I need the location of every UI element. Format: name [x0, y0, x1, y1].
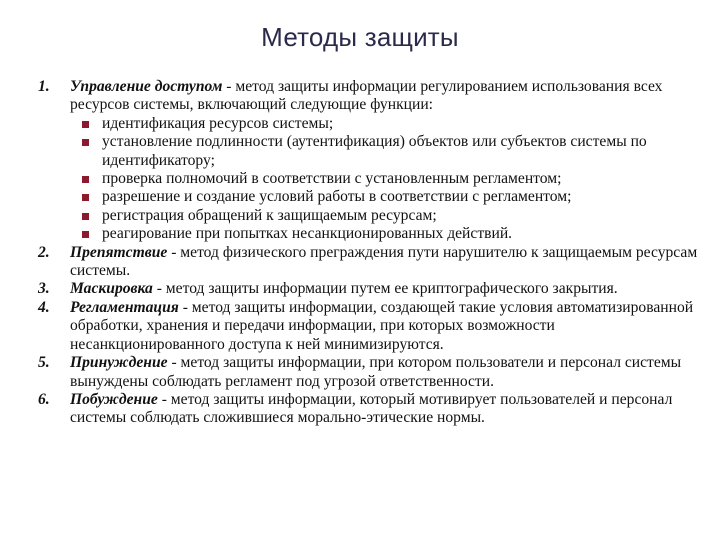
square-bullet-icon: [82, 231, 89, 238]
list-item: [70, 188, 710, 206]
method-item-coercion: [38, 354, 710, 391]
method-term: Препятствие: [70, 243, 168, 261]
item-number: 5.: [38, 354, 50, 372]
method-description: - метод физического преграждения пути нарушителю к защищаемым ресурсам системы.: [70, 243, 698, 280]
method-item-motivation: [38, 391, 710, 428]
square-bullet-icon: [82, 213, 89, 220]
method-term: Управление доступом: [70, 78, 223, 95]
slide-title: Методы защиты: [261, 22, 459, 52]
method-description: - метод защиты информации регулированием использования всех ресурсов системы, включающий следующие функции:: [70, 78, 663, 114]
list-item: [70, 170, 710, 188]
method-description: - метод защиты информации путем ее криптографического закрытия.: [152, 280, 618, 298]
method-item-regulation: [38, 299, 710, 354]
list-item: [70, 133, 710, 170]
method-description: - метод защиты информации, при котором пользователи и персонал системы вынуждены соблюдать регламент под угрозой ответственности.: [70, 354, 682, 390]
list-item: [70, 115, 710, 133]
method-item-obstacle: [38, 244, 710, 281]
list-item-text: проверка полномочий в соответствии с установленным регламентом;: [102, 170, 562, 188]
list-item-text: регистрация обращений к защищаемым ресурсам;: [102, 206, 437, 224]
list-item: [70, 207, 710, 225]
function-list: [70, 115, 710, 244]
method-term: Маскировка: [70, 280, 153, 298]
square-bullet-icon: [82, 194, 89, 201]
method-description: - метод защиты информации, создающей такие условия автоматизированной обработки, хранения и передачи информации, при которых возможности несанкционированного доступа к ней минимизируются.: [70, 298, 694, 353]
item-number: 6.: [38, 390, 50, 408]
list-item-text: идентификация ресурсов системы;: [102, 114, 334, 132]
item-number: 2.: [38, 243, 50, 261]
method-item-masking: [38, 280, 710, 298]
item-number: 3.: [38, 280, 50, 298]
list-item-text: установление подлинности (аутентификация) объектов или субъектов системы по идентификатору;: [102, 133, 647, 169]
square-bullet-icon: [82, 139, 89, 146]
square-bullet-icon: [82, 121, 89, 128]
item-number: 4.: [38, 298, 50, 316]
method-term: Принуждение: [70, 354, 168, 372]
item-number: 1.: [38, 78, 50, 95]
list-item: [70, 225, 710, 243]
method-description: - метод защиты информации, который мотивирует пользователей и персонал системы соблюдать сложившиеся морально-этические нормы.: [70, 390, 673, 427]
square-bullet-icon: [82, 176, 89, 183]
methods-list: [38, 78, 710, 428]
method-term: Побуждение: [70, 390, 158, 408]
list-item-text: разрешение и создание условий работы в соответствии с регламентом;: [102, 188, 572, 206]
list-item-text: реагирование при попытках несанкционированных действий.: [102, 225, 513, 243]
method-item-access-control: [38, 78, 710, 244]
method-term: Регламентация: [70, 298, 179, 316]
